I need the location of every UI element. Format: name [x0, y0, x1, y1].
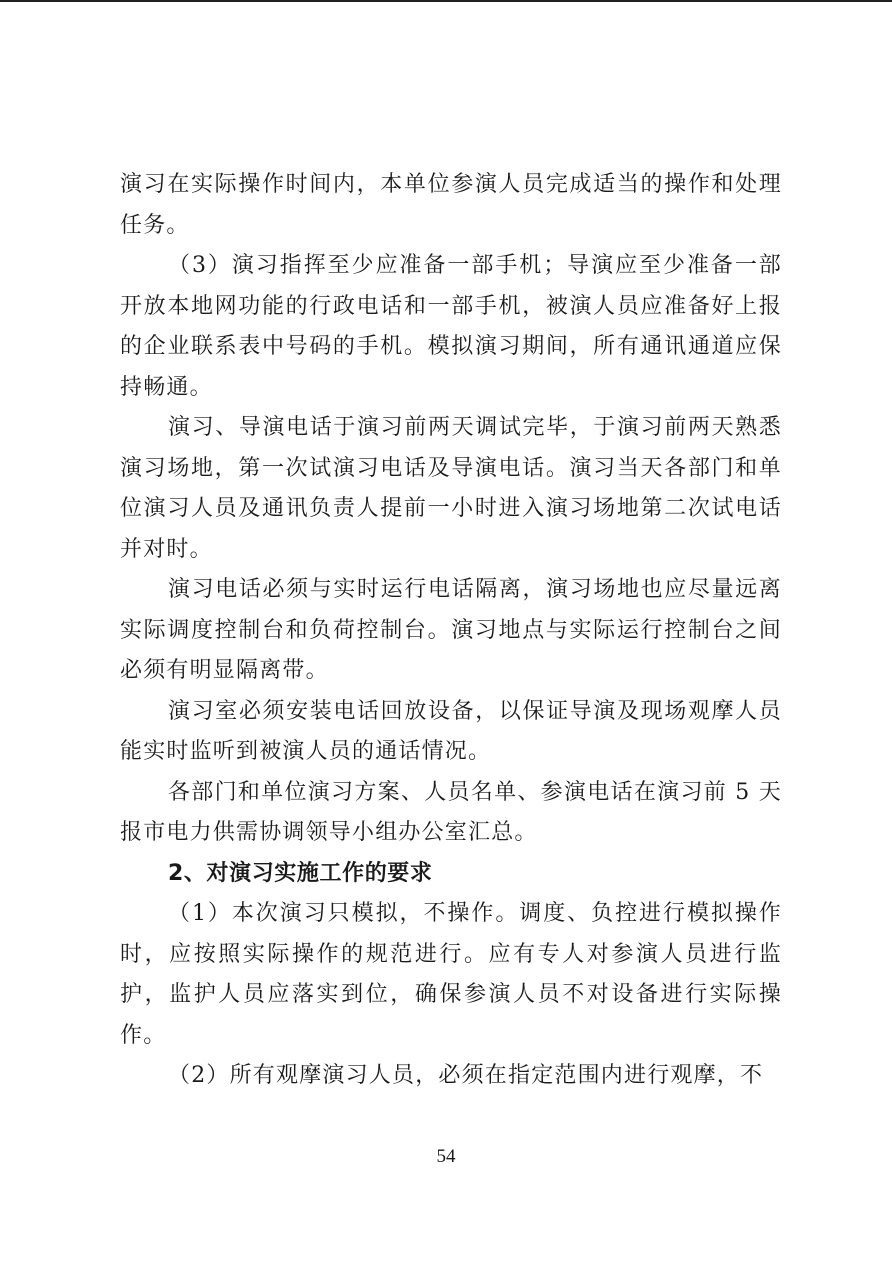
top-border-line — [0, 0, 892, 2]
paragraph-continuation: 演习在实际操作时间内，本单位参演人员完成适当的操作和处理任务。 — [120, 172, 782, 238]
section-heading: 2、对演习实施工作的要求 — [168, 860, 433, 886]
paragraph-phone-isolation: 演习电话必须与实时运行电话隔离，演习场地也应尽量远离实际调度控制台和负荷控制台。演习地点与实际运行控制台之间必须有明显隔离带。 — [120, 577, 782, 683]
document-body — [120, 165, 782, 1097]
page-number: 54 — [436, 1146, 456, 1167]
paragraph-simulation-only: （1）本次演习只模拟，不操作。调度、负控进行模拟操作时，应按照实际操作的规范进行。应有专人对参演人员进行监护，监护人员应落实到位，确保参演人员不对设备进行实际操作。 — [120, 901, 782, 1048]
paragraph-observers: （2）所有观摩演习人员，必须在指定范围内进行观摩，不 — [168, 1063, 764, 1088]
paragraph-communication-equipment: （3）演习指挥至少应准备一部手机；导演应至少准备一部开放本地网功能的行政电话和一部手机，被演人员应准备好上报的企业联系表中号码的手机。模拟演习期间，所有通讯通道应保持畅通。 — [120, 253, 782, 400]
paragraph-playback-equipment: 演习室必须安装电话回放设备，以保证导演及现场观摩人员能实时监听到被演人员的通话情况。 — [120, 698, 782, 764]
paragraph-plan-submission: 各部门和单位演习方案、人员名单、参演电话在演习前 5 天报市电力供需协调领导小组办公室汇总。 — [120, 779, 782, 845]
paragraph-phone-testing: 演习、导演电话于演习前两天调试完毕，于演习前两天熟悉演习场地，第一次试演习电话及导演电话。演习当天各部门和单位演习人员及通讯负责人提前一小时进入演习场地第二次试电话并对时。 — [120, 415, 782, 562]
